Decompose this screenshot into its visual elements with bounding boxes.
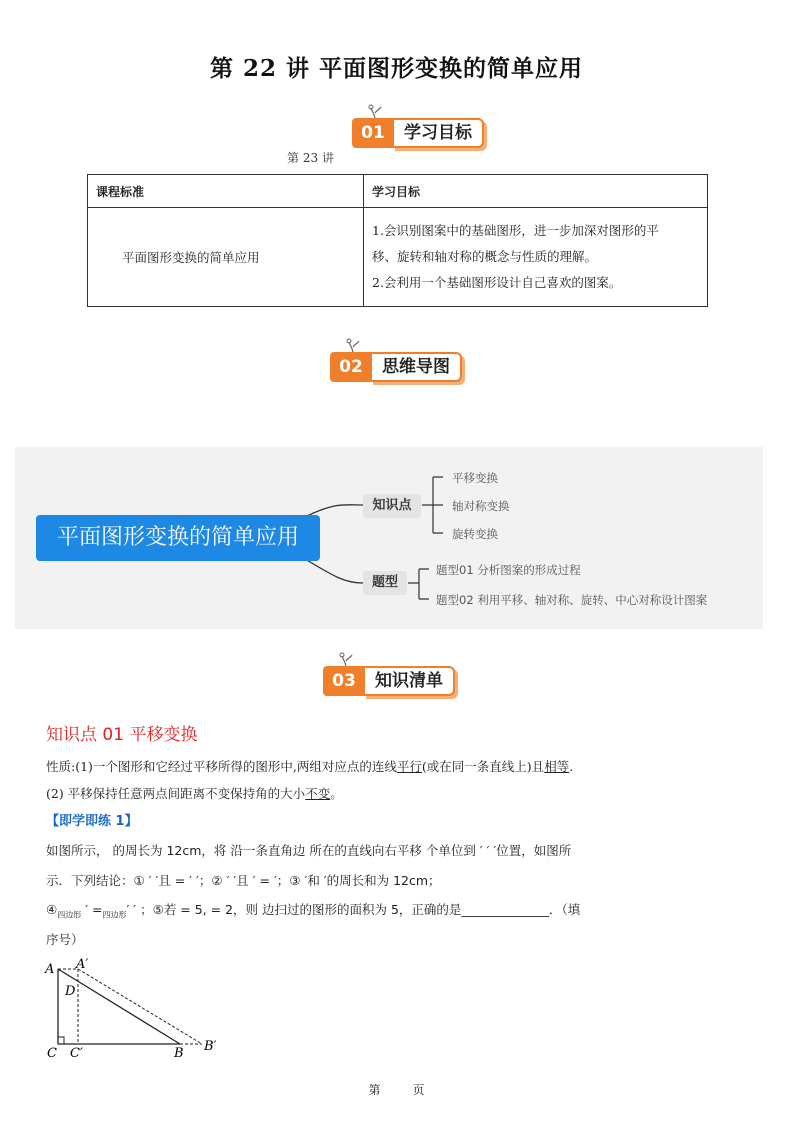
standard-text: 平面图形变换的简单应用 xyxy=(122,250,260,265)
property-text: (或在同一条直线上)且 xyxy=(421,759,545,774)
property-text: . xyxy=(569,759,574,774)
section-badge-03 xyxy=(323,662,473,700)
answer-blank[interactable]: ______________ xyxy=(461,902,549,917)
point-label: D xyxy=(65,984,76,999)
section-badge-02 xyxy=(330,348,480,386)
mindmap-leaf: 题型02 利用平移、轴对称、旋转、中心对称设计图案 xyxy=(436,593,708,607)
goal-line: 移、旋转和轴对称的概念与性质的理解。 xyxy=(372,249,598,264)
translation-figure xyxy=(40,955,230,1065)
section-number: 01 xyxy=(352,118,394,148)
section-number: 03 xyxy=(323,666,365,696)
section-badge-01 xyxy=(352,114,502,152)
point-label: C′ xyxy=(70,1046,83,1061)
section-label: 学习目标 xyxy=(392,118,484,148)
lecture-note: 第 23 讲 xyxy=(287,151,334,165)
property-text: (2) 平移保持任意两点间距离不变保持角的大小 xyxy=(46,786,306,801)
footer-right: 页 xyxy=(412,1083,425,1097)
subscript: 四边形 xyxy=(57,910,82,920)
mindmap-leaf: 题型01 分析图案的形成过程 xyxy=(436,563,581,577)
section-number: 02 xyxy=(330,352,372,382)
question-text: ′ ′ ；⑤若 = 5, = 2，则 边扫过的图形的面积为 5，正确的是 xyxy=(126,902,462,917)
footer-left: 第 xyxy=(368,1083,381,1097)
goal-line: 2.会利用一个基础图形设计自己喜欢的图案。 xyxy=(372,275,622,290)
page-footer xyxy=(0,1081,793,1098)
property-text: 。 xyxy=(330,786,343,801)
mindmap-leaf: 平移变换 xyxy=(452,471,498,485)
table-header-goals: 学习目标 xyxy=(364,175,708,208)
question-text: ．（填 xyxy=(548,902,581,917)
section-label: 知识清单 xyxy=(363,666,455,696)
mindmap-leaf: 旋转变换 xyxy=(452,527,498,541)
question-text: ′ = xyxy=(81,902,103,917)
property-2 xyxy=(46,784,343,802)
question-line-1: 如图所示， 的周长为 12cm，将 沿一条直角边 所在的直线向右平移 个单位到 ′ ′ ′位置，如图所 xyxy=(46,843,572,858)
property-keyword: 平行 xyxy=(396,759,422,774)
goal-line: 1.会识别图案中的基础图形，进一步加深对图形的平 xyxy=(372,223,659,238)
point-label: B′ xyxy=(204,1039,217,1054)
question-line-2: 示．下列结论：① ′ ′且 = ′ ′；② ′ ′且 ′ = ′；③ ′和 ′的周长和为 12cm； xyxy=(46,873,441,888)
subscript: 四边形 xyxy=(102,910,127,920)
mindmap-branch-question-types: 题型 xyxy=(363,571,407,595)
property-1 xyxy=(46,757,573,775)
practice-heading: 【即学即练 1】 xyxy=(46,814,138,829)
point-label: B xyxy=(174,1046,184,1061)
point-label: C xyxy=(47,1046,57,1061)
point-label: A′ xyxy=(76,957,89,972)
page-title: 第 22 讲 平面图形变换的简单应用 xyxy=(209,55,584,82)
mindmap-leaf: 轴对称变换 xyxy=(452,499,510,513)
property-text: 性质:(1)一个图形和它经过平移所得的图形中,两组对应点的连线 xyxy=(46,759,397,774)
goals-table xyxy=(87,174,708,307)
knowledge-point-title: 知识点 01 平移变换 xyxy=(46,725,198,745)
mindmap-root: 平面图形变换的简单应用 xyxy=(36,515,320,561)
property-keyword: 不变 xyxy=(305,786,331,801)
property-keyword: 相等 xyxy=(544,759,570,774)
table-cell-standard xyxy=(88,208,364,307)
question-line-4: 序号） xyxy=(46,932,84,947)
mindmap-branch-knowledge: 知识点 xyxy=(363,494,421,518)
section-label: 思维导图 xyxy=(370,352,462,382)
question-text: ④ xyxy=(46,902,58,917)
table-header-standard: 课程标准 xyxy=(88,175,364,208)
table-cell-goals xyxy=(364,208,708,307)
point-label: A xyxy=(45,962,55,977)
